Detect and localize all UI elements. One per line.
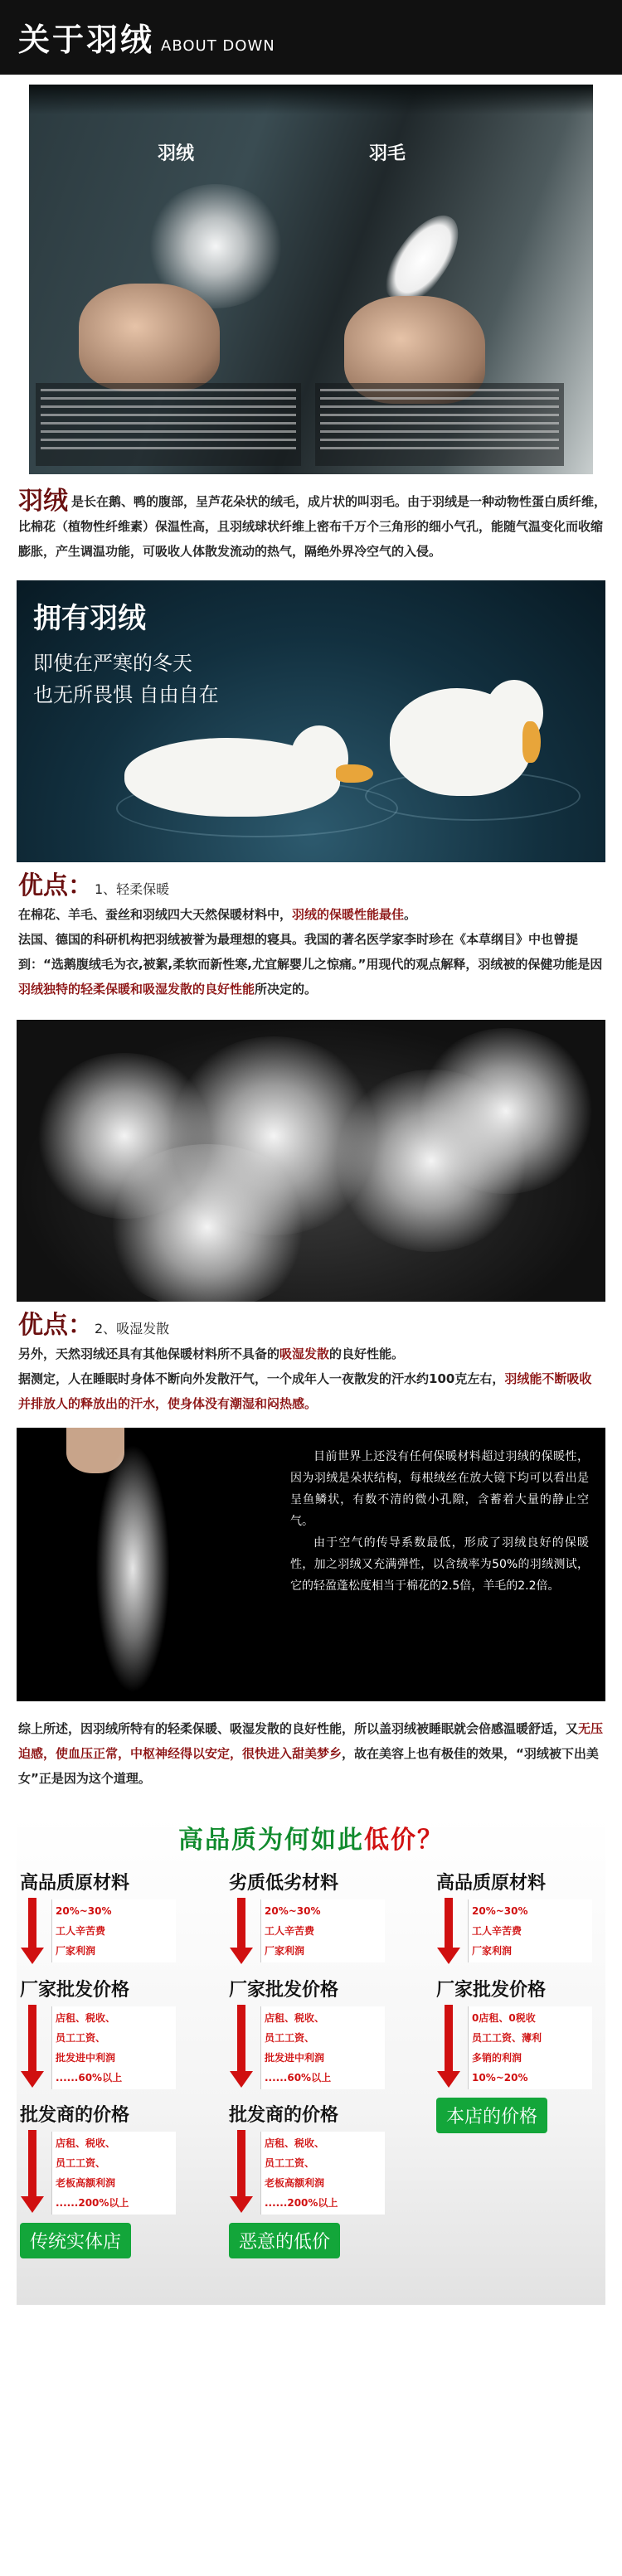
advantage-1 (0, 862, 622, 1002)
ducks-line1: 即使在严寒的冬天 (33, 652, 192, 675)
ducks-line2: 也无所畏惧 自由自在 (33, 683, 219, 706)
magazine-text-block-left (36, 383, 301, 466)
advantage-1-number: 1、轻柔保暖 (95, 881, 170, 897)
section-header (0, 0, 622, 75)
list-item: 店租、税收、 (265, 2012, 325, 2024)
adv1-p2-highlight: 羽绒独特的轻柔保暖和吸湿发散的良好性能 (18, 982, 255, 997)
col2-head: 劣质低劣材料 (229, 1873, 339, 1894)
list-item: 厂家利润 (265, 1945, 305, 1957)
list-item: 厂家利润 (56, 1945, 96, 1957)
list-item: 厂家利润 (472, 1945, 513, 1957)
adv2-p2: 据测定，人在睡眠时身体不断向外发散汗气，一个成年人一夜散发的汗水约100克左右， (18, 1371, 505, 1386)
list-item: ......200%以上 (265, 2197, 338, 2209)
list-item: 工人辛苦费 (265, 1925, 315, 1937)
list-item: 0店租、0税收 (472, 2012, 536, 2024)
advantage-2-number: 2、吸湿发散 (95, 1321, 170, 1337)
col2-head3: 批发商的价格 (229, 2105, 339, 2126)
down-arrow-icon (20, 1898, 45, 1964)
advantage-1-heading: 优点： (18, 871, 93, 900)
price-title-a: 高品质为何如此 (178, 1826, 364, 1855)
down-arrow-icon (229, 2005, 254, 2088)
price-column-malicious (229, 1869, 403, 2258)
price-title (17, 1816, 605, 1856)
summary-highlight: 无压迫感，使血压正常，中枢神经得以安定，很快进入甜美梦乡 (18, 1721, 604, 1761)
our-store-price-button[interactable]: 本店的价格 (436, 2098, 547, 2133)
intro-text: 是长在鹅、鸭的腹部，呈芦花朵状的绒毛，成片状的叫羽毛。由于羽绒是一种动物性蛋白质纤维，比棉花（植物性纤维素）保温性高，且羽绒球状纤维上密布千万个三角形的细小气孔，能随气温变化而收缩膨胀，产生调温功能，可吸收人体散发流动的热气，隔绝外界冷空气的入侵。 (18, 494, 607, 559)
list-item: 店租、税收、 (56, 2012, 116, 2024)
summary-end: ，故在美容上也有极佳的效果，“羽绒被下出美女”正是因为这个道理。 (18, 1746, 599, 1786)
list-item: ......60%以上 (265, 2072, 332, 2084)
adv2-p1: 另外，天然羽绒还具有其他保暖材料所不具备的 (18, 1346, 280, 1361)
adv1-p2: 法国、德国的科研机构把羽绒被誉为最理想的寝具。我国的著名医学家李时珍在《本草纲目》中也曾提到：“选鹅腹绒毛为衣,被絮,柔软而新性寒,尤宜解婴儿之惊痛。”用现代的观点解释，羽绒被的保健功能是因 (18, 932, 603, 972)
left-hand-image (79, 284, 220, 391)
price-column-traditional (20, 1869, 194, 2258)
adv2-p1-highlight: 吸湿发散 (279, 1346, 330, 1361)
ducks-image (17, 580, 605, 862)
down-strand-photo (17, 1428, 605, 1701)
adv1-p1-highlight: 羽绒的保暖性能最佳 (292, 907, 405, 922)
down-arrow-icon (20, 2005, 45, 2088)
label-down: 羽绒 (158, 143, 195, 164)
adv2-p2-highlight: 羽绒能不断吸收并排放人的释放出的汗水，使身体没有潮湿和闷热感。 (18, 1371, 592, 1411)
col1-head2: 厂家批发价格 (20, 1980, 130, 2001)
list-item: ......200%以上 (56, 2197, 129, 2209)
header-title-cn: 关于羽绒 (18, 21, 155, 58)
list-item: 老板高额利润 (56, 2177, 116, 2189)
advantage-2 (0, 1302, 622, 1416)
list-item: ......60%以上 (56, 2072, 123, 2084)
list-item: 员工工资、 (265, 2157, 315, 2169)
col1-head3: 批发商的价格 (20, 2105, 130, 2126)
list-item: 员工工资、 (56, 2157, 106, 2169)
magazine-text-block-right (315, 383, 564, 466)
list-item: 工人辛苦费 (56, 1925, 106, 1937)
header-title-en: ABOUT DOWN (161, 37, 275, 55)
photo-shadow (29, 85, 593, 114)
col1-head: 高品质原材料 (20, 1873, 130, 1894)
list-item: 20%~30% (472, 1905, 528, 1917)
list-item: 员工工资、 (56, 2032, 106, 2044)
col2-head2: 厂家批发价格 (229, 1980, 339, 2001)
down-arrow-icon (436, 1898, 461, 1964)
down-arrow-icon (20, 2130, 45, 2213)
down-arrow-icon (229, 1898, 254, 1964)
down-strand-image (95, 1444, 170, 1693)
advantage-2-heading: 优点： (18, 1311, 93, 1340)
list-item: 20%~30% (265, 1905, 321, 1917)
list-item: 老板高额利润 (265, 2177, 325, 2189)
list-item: 店租、税收、 (265, 2137, 325, 2149)
list-item: 员工工资、 (265, 2032, 315, 2044)
price-column-our-store (436, 1869, 610, 2133)
duck-left-bill (336, 764, 373, 783)
adv1-p1-end: 。 (404, 907, 417, 922)
col3-head2: 厂家批发价格 (436, 1980, 547, 2001)
col3-head: 高品质原材料 (436, 1873, 547, 1894)
adv2-p1-end: 的良好性能。 (329, 1346, 405, 1361)
down-puff (100, 1144, 315, 1302)
down-puff (415, 1028, 597, 1194)
duck-right-bill (522, 721, 541, 763)
adv1-p1: 在棉花、羊毛、蚕丝和羽绒四大天然保暖材料中， (18, 907, 293, 922)
list-item: 20%~30% (56, 1905, 112, 1917)
adv1-p2-end: 所决定的。 (255, 982, 318, 997)
down-arrow-icon (229, 2130, 254, 2213)
down2-para2: 由于空气的传导系数最低，形成了羽绒良好的保暖性，加之羽绒又充满弹性，以含绒率为50%的羽绒测试，它的轻盈蓬松度相当于棉花的2.5倍，羊毛的2.2倍。 (290, 1536, 589, 1593)
down-feather-photo (29, 85, 593, 474)
label-feather: 羽毛 (369, 143, 406, 164)
down2-para1: 目前世界上还没有任何保暖材料超过羽绒的保暖性，因为羽绒是朵状结构，每根绒丝在放大镜下均可以看出是呈鱼鳞状，有数不清的微小孔隙，含蓄着大量的静止空气。 (290, 1450, 589, 1528)
intro-lead: 羽绒 (18, 487, 68, 516)
price-comparison (17, 1816, 605, 2305)
list-item: 多销的利润 (472, 2052, 522, 2064)
duck-left-head (290, 725, 348, 792)
summary-text: 综上所述，因羽绒所特有的轻柔保暖、吸湿发散的良好性能，所以盖羽绒被睡眠就会倍感温暖舒适，又 (18, 1721, 579, 1736)
down-cluster-photo (17, 1020, 605, 1302)
list-item: 员工工资、薄利 (472, 2032, 542, 2044)
down-arrow-icon (436, 2005, 461, 2088)
malicious-low-price-button[interactable]: 恶意的低价 (229, 2223, 340, 2258)
list-item: 批发进中利润 (265, 2052, 325, 2064)
ducks-title: 拥有羽绒 (33, 602, 146, 635)
traditional-store-button[interactable]: 传统实体店 (20, 2223, 131, 2258)
down-structure-text (290, 1446, 589, 1597)
list-item: 10%~20% (472, 2072, 528, 2084)
intro-paragraph (0, 474, 622, 564)
list-item: 工人辛苦费 (472, 1925, 522, 1937)
list-item: 店租、税收、 (56, 2137, 116, 2149)
list-item: 批发进中利润 (56, 2052, 116, 2064)
summary-paragraph (0, 1701, 622, 1791)
price-title-b: 低价？ (364, 1826, 444, 1855)
